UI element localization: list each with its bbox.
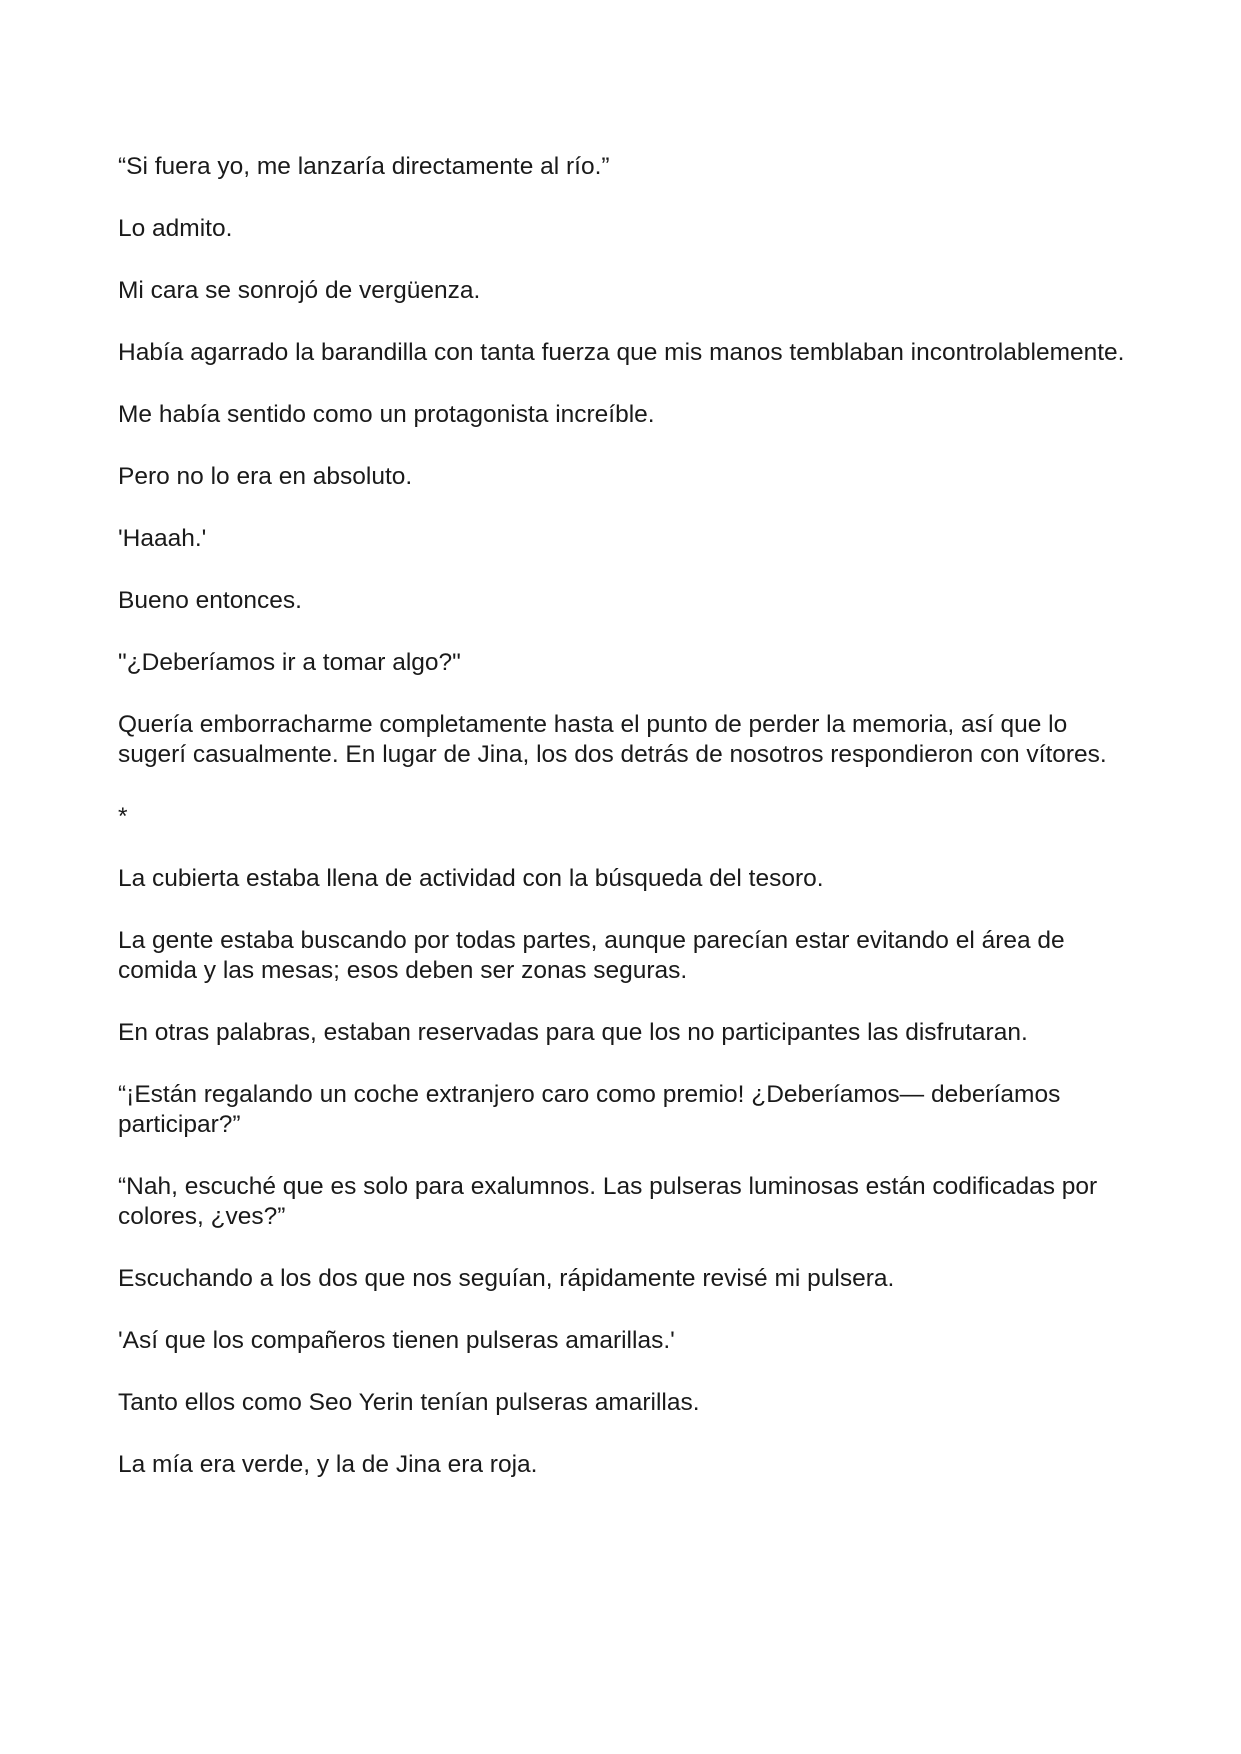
paragraph: La gente estaba buscando por todas partes, aunque parecían estar evitando el área de comida y las mesas; esos deben ser zonas seguras.	[118, 927, 1065, 984]
paragraph: Lo admito.	[118, 215, 233, 242]
paragraph: Bueno entonces.	[118, 587, 302, 614]
paragraph: “Si fuera yo, me lanzaría directamente al río.”	[118, 153, 610, 180]
paragraph: Tanto ellos como Seo Yerin tenían pulseras amarillas.	[118, 1389, 700, 1416]
paragraph: “¡Están regalando un coche extranjero caro como premio! ¿Deberíamos— deberíamos participar?”	[118, 1081, 1061, 1138]
paragraph: Me había sentido como un protagonista increíble.	[118, 401, 655, 428]
paragraph: 'Así que los compañeros tienen pulseras amarillas.'	[118, 1327, 675, 1354]
paragraph: Pero no lo era en absoluto.	[118, 463, 413, 490]
paragraph: Mi cara se sonrojó de vergüenza.	[118, 277, 481, 304]
paragraph: La mía era verde, y la de Jina era roja.	[118, 1451, 538, 1478]
scene-break: *	[118, 803, 128, 830]
paragraph: Había agarrado la barandilla con tanta fuerza que mis manos temblaban incontrolablemente.	[118, 339, 1125, 366]
paragraph: "¿Deberíamos ir a tomar algo?"	[118, 649, 461, 676]
paragraph: Quería emborracharme completamente hasta el punto de perder la memoria, así que lo sugerí casualmente. En lugar de Jina, los dos detrás de nosotros respondieron con vítores.	[118, 711, 1107, 768]
paragraph: Escuchando a los dos que nos seguían, rápidamente revisé mi pulsera.	[118, 1265, 895, 1292]
document-body	[118, 152, 1128, 1512]
paragraph: “Nah, escuché que es solo para exalumnos. Las pulseras luminosas están codificadas por colores, ¿ves?”	[118, 1173, 1098, 1230]
paragraph: 'Haaah.'	[118, 525, 207, 552]
paragraph: En otras palabras, estaban reservadas para que los no participantes las disfrutaran.	[118, 1019, 1028, 1046]
paragraph: La cubierta estaba llena de actividad con la búsqueda del tesoro.	[118, 865, 824, 892]
